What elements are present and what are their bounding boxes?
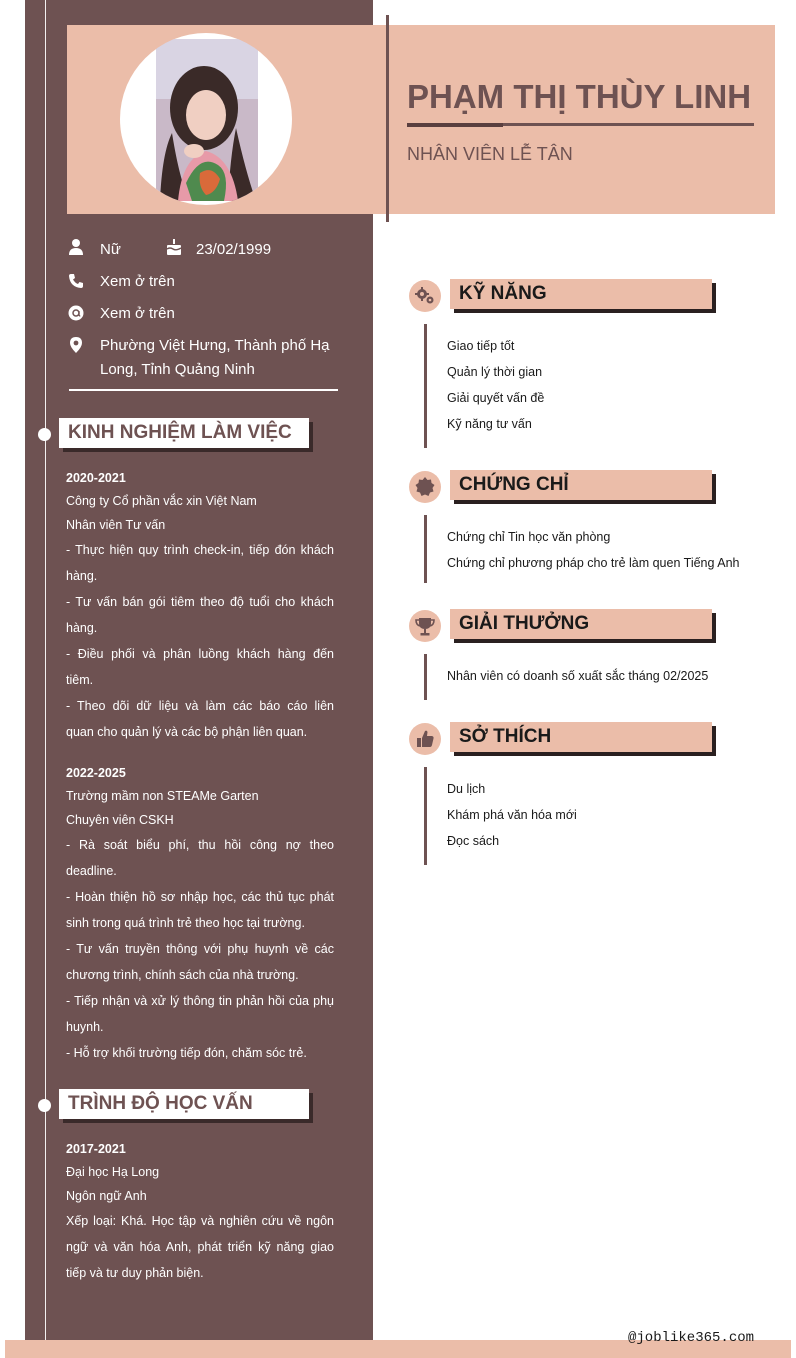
entry-school: Đại học Hạ Long [66,1165,160,1179]
timeline-dot [38,1099,51,1112]
skill-item: Giao tiếp tốt [447,339,515,353]
education-heading: TRÌNH ĐỘ HỌC VẤN [68,1093,253,1114]
skill-item: Giải quyết vấn đề [447,391,545,405]
header-divider [386,15,389,222]
hobbies-heading: SỞ THÍCH [459,726,552,747]
entry-line: - Hoàn thiện hồ sơ nhập học, các thủ tục phát [66,890,334,904]
entry-line: tiêm. [66,673,94,687]
name-underline-accent [407,123,503,127]
entry-company: Trường mầm non STEAMe Garten [66,789,259,803]
certificate-item: Chứng chỉ Tin học văn phòng [447,530,611,544]
certificate-badge-icon [409,471,441,503]
contact-divider [69,389,338,391]
entry-line: - Thực hiện quy trình check-in, tiếp đón khách [66,543,334,557]
avatar-photo [120,33,292,205]
gears-icon [409,280,441,312]
skills-icon-circle [409,280,441,312]
certificates-heading-box [450,470,712,500]
address-line-2: Long, Tỉnh Quảng Ninh [100,361,255,378]
phone-icon [67,272,85,290]
hobbies-heading-box [450,722,712,752]
awards-bar [424,654,427,700]
address-line-1: Phường Việt Hưng, Thành phố Hạ [100,337,330,354]
hobbies-icon-circle [409,723,441,755]
entry-line: - Hỗ trợ khối trường tiếp đón, chăm sóc trẻ. [66,1046,307,1060]
entry-line: tiếp và tư duy phản biện. [66,1266,204,1280]
entry-line: - Tư vấn bán gói tiêm theo độ tuổi cho khách [66,595,334,609]
entry-years: 2017-2021 [66,1142,126,1156]
avatar [120,33,292,205]
education-heading-box [59,1089,309,1119]
hobby-item: Đọc sách [447,834,500,848]
education-entry-1 [66,1138,334,1286]
awards-icon-circle [409,610,441,642]
entry-line: ngữ và văn hóa Anh, phát triển kỹ năng giao [66,1240,334,1254]
entry-role: Chuyên viên CSKH [66,813,174,827]
gender-value: Nữ [100,241,121,258]
timeline-dot [38,428,51,441]
entry-line: huynh. [66,1020,104,1034]
footer-watermark: @joblike365.com [628,1330,755,1346]
award-item: Nhân viên có doanh số xuất sắc tháng 02/2025 [447,669,709,683]
location-pin-icon [67,336,85,354]
awards-heading: GIẢI THƯỞNG [459,613,590,634]
hobby-item: Du lịch [447,782,486,796]
user-icon [67,238,85,256]
phone-value[interactable]: Xem ở trên [100,273,175,290]
certificates-heading: CHỨNG CHỈ [459,474,569,495]
entry-line: hàng. [66,569,98,583]
entry-line: - Tiếp nhận và xử lý thông tin phản hồi của phụ [66,994,334,1008]
entry-role: Nhân viên Tư vấn [66,518,166,532]
entry-line: sinh trong quá trình trẻ theo học tại trường. [66,916,305,930]
skills-bar [424,324,427,448]
experience-entry-2 [66,762,334,1066]
birthday-cake-icon [165,238,183,256]
entry-line: deadline. [66,864,117,878]
experience-heading-box [59,418,309,448]
entry-major: Ngôn ngữ Anh [66,1189,147,1203]
email-at-icon [67,304,85,322]
entry-line: - Rà soát biểu phí, thu hồi công nợ theo [66,838,334,852]
skills-heading-box [450,279,712,309]
birthday-value: 23/02/1999 [196,241,272,258]
email-value[interactable]: Xem ở trên [100,305,175,322]
entry-years: 2022-2025 [66,766,126,780]
thumbs-up-icon [409,723,441,755]
candidate-name: PHẠM THỊ THÙY LINH [407,78,752,115]
entry-line: chương trình, chính sách của nhà trường. [66,968,299,982]
timeline-line [45,0,46,1358]
entry-company: Công ty Cổ phần vắc xin Việt Nam [66,494,257,508]
skill-item: Kỹ năng tư vấn [447,417,532,431]
trophy-icon [409,610,441,642]
hobby-item: Khám phá văn hóa mới [447,808,577,822]
awards-heading-box [450,609,712,639]
skill-item: Quản lý thời gian [447,365,543,379]
hobbies-bar [424,767,427,865]
certificates-bar [424,515,427,583]
entry-line: - Điều phối và phân luồng khách hàng đến [66,647,334,661]
entry-line: Xếp loại: Khá. Học tập và nghiên cứu về ngôn [66,1214,334,1228]
job-title: NHÂN VIÊN LỄ TÂN [407,144,573,164]
certificates-icon-circle [409,471,441,503]
experience-heading: KINH NGHIỆM LÀM VIỆC [68,422,292,443]
entry-line: quan cho quản lý và các bộ phận liên quan. [66,725,308,739]
entry-line: hàng. [66,621,98,635]
entry-line: - Tư vấn truyền thông với phụ huynh về các [66,942,334,956]
certificate-item: Chứng chỉ phương pháp cho trẻ làm quen Tiếng Anh [447,556,740,570]
entry-line: - Theo dõi dữ liệu và làm các báo cáo liên [66,699,334,713]
skills-heading: KỸ NĂNG [459,283,547,304]
entry-years: 2020-2021 [66,471,126,485]
experience-entry-1 [66,467,334,745]
